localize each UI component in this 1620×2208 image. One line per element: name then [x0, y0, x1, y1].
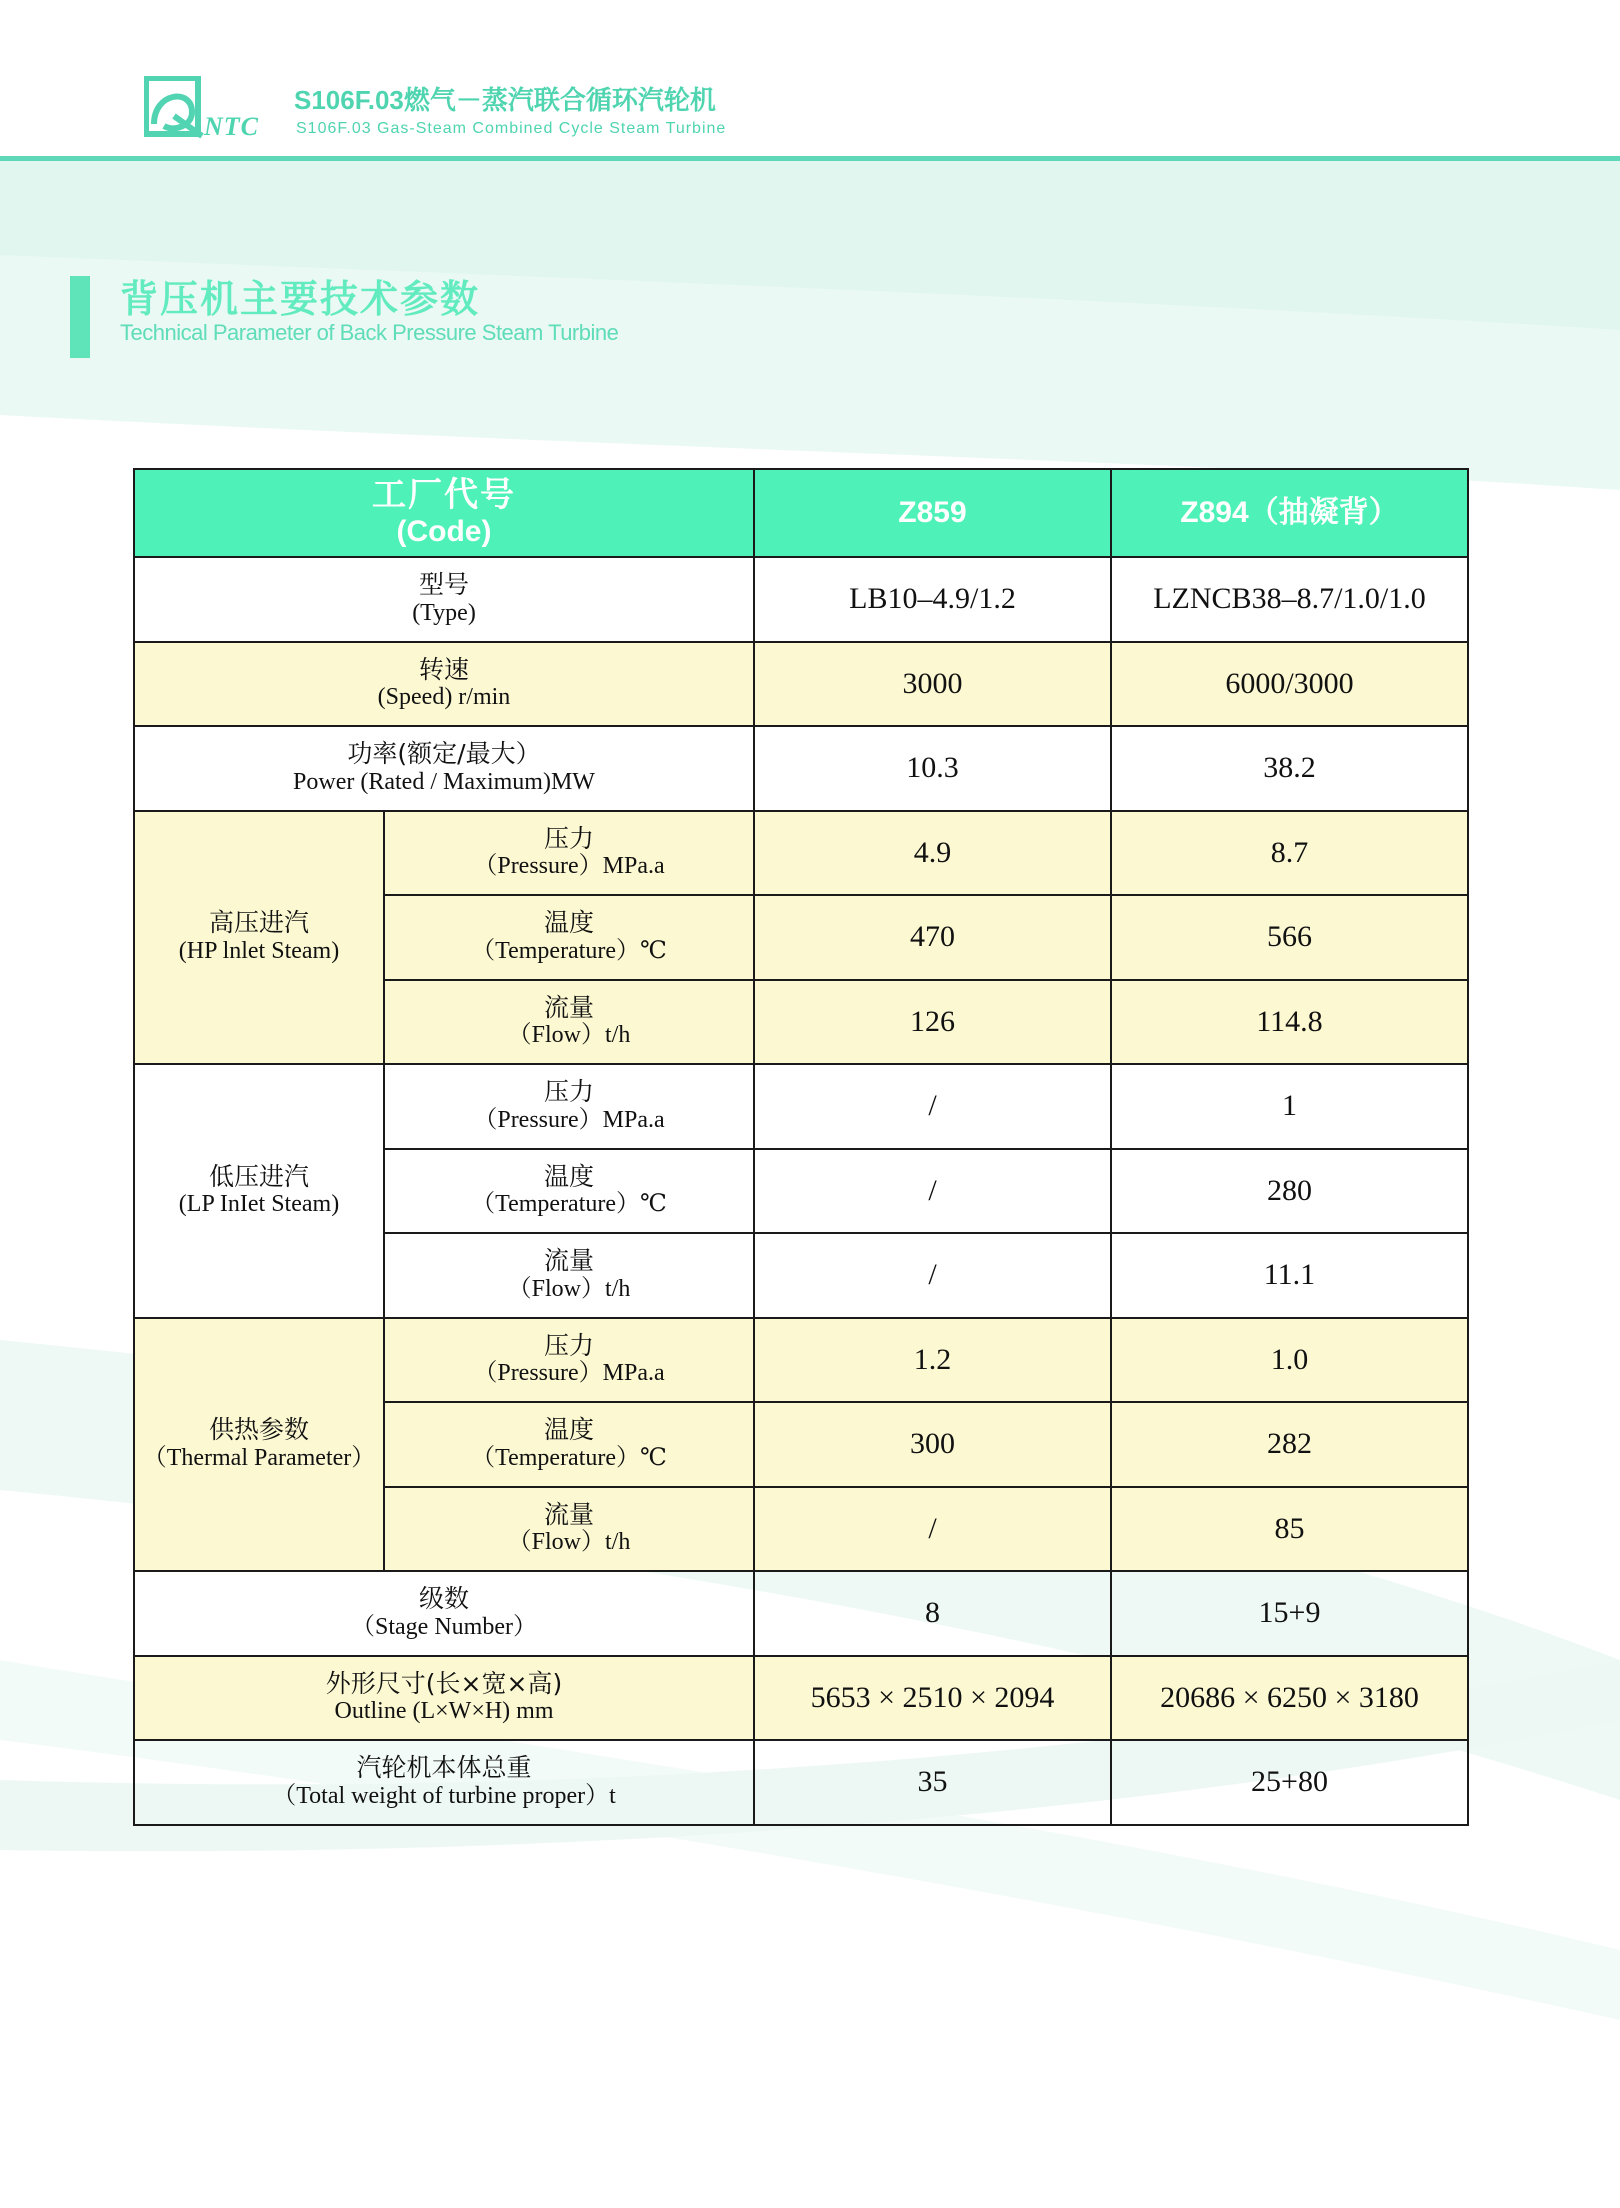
- sub-label: [384, 1233, 754, 1318]
- header-code-en: (Code): [396, 515, 492, 549]
- label-en: (Speed) r/min: [377, 684, 511, 711]
- group-cn: 供热参数: [208, 1415, 309, 1445]
- label-en: (Type): [412, 599, 476, 626]
- value-z859: 35: [754, 1740, 1111, 1825]
- header-divider: [0, 156, 1620, 161]
- row-label: [134, 1740, 754, 1825]
- label-cn: 汽轮机本体总重: [356, 1753, 532, 1783]
- label-cn: 流量: [543, 1499, 594, 1529]
- table-row-power: [134, 726, 1468, 811]
- label-cn: 压力: [543, 823, 594, 853]
- value-z894: 8.7: [1111, 811, 1468, 896]
- value-z894: 1.0: [1111, 1318, 1468, 1403]
- group-en: （Thermal Parameter）: [142, 1444, 376, 1471]
- value-z859: 5653 × 2510 × 2094: [754, 1656, 1111, 1741]
- value-z894: LZNCB38–8.7/1.0/1.0: [1111, 557, 1468, 642]
- header-col-z894-label: Z894（抽凝背）: [1180, 495, 1399, 529]
- sub-label: [384, 1149, 754, 1234]
- value-z859: 10.3: [754, 726, 1111, 811]
- table-row-weight: [134, 1740, 1468, 1825]
- header-col-z859-label: Z859: [898, 495, 967, 529]
- label-en: （Flow）t/h: [507, 1275, 631, 1302]
- label-cn: 功率(额定/最大）: [347, 739, 541, 769]
- header-col-z859: [754, 469, 1111, 557]
- row-label: [134, 1656, 754, 1741]
- sub-label: [384, 1487, 754, 1572]
- value-z894: 15+9: [1111, 1571, 1468, 1656]
- value-z859: 1.2: [754, 1318, 1111, 1403]
- section-title-cn: 背压机主要技术参数: [120, 279, 481, 321]
- label-en: （Pressure）MPa.a: [473, 853, 665, 880]
- table-row-thermal-pressure: [134, 1318, 1468, 1403]
- header-title-cn: S106F.03燃气－蒸汽联合循环汽轮机: [294, 85, 716, 115]
- value-z859: 4.9: [754, 811, 1111, 896]
- group-label-lp: [134, 1064, 384, 1318]
- value-z894: 11.1: [1111, 1233, 1468, 1318]
- group-cn: 高压进汽: [208, 908, 309, 938]
- header-code-cn: 工厂代号: [372, 476, 516, 515]
- label-cn: 流量: [543, 1246, 594, 1276]
- header-title-en: S106F.03 Gas-Steam Combined Cycle Steam Turbine: [296, 120, 727, 137]
- value-z894: 114.8: [1111, 980, 1468, 1065]
- value-z859: 3000: [754, 642, 1111, 727]
- row-label: [134, 642, 754, 727]
- label-en: Outline (L×W×H) mm: [334, 1698, 554, 1725]
- label-en: （Temperature）℃: [471, 1191, 667, 1218]
- label-cn: 温度: [543, 908, 594, 938]
- sub-label: [384, 1318, 754, 1403]
- value-z859: /: [754, 1233, 1111, 1318]
- label-cn: 型号: [418, 570, 469, 600]
- value-z859: LB10–4.9/1.2: [754, 557, 1111, 642]
- group-cn: 低压进汽: [208, 1161, 309, 1191]
- table-header-row: [134, 469, 1468, 557]
- value-z894: 282: [1111, 1402, 1468, 1487]
- value-z859: /: [754, 1487, 1111, 1572]
- group-label-hp: [134, 811, 384, 1065]
- section-title-en: Technical Parameter of Back Pressure Steam Turbine: [120, 320, 619, 345]
- value-z894: 6000/3000: [1111, 642, 1468, 727]
- label-cn: 温度: [543, 1415, 594, 1445]
- value-z894: 38.2: [1111, 726, 1468, 811]
- value-z894: 25+80: [1111, 1740, 1468, 1825]
- value-z894: 566: [1111, 895, 1468, 980]
- table-row-stages: [134, 1571, 1468, 1656]
- group-label-thermal: [134, 1318, 384, 1572]
- value-z894: 85: [1111, 1487, 1468, 1572]
- value-z859: /: [754, 1149, 1111, 1234]
- table-row-lp-pressure: [134, 1064, 1468, 1149]
- value-z859: 470: [754, 895, 1111, 980]
- spec-table: [133, 468, 1469, 1826]
- label-en: （Stage Number）: [351, 1613, 537, 1640]
- sub-label: [384, 1064, 754, 1149]
- sub-label: [384, 895, 754, 980]
- page-header: [0, 0, 1620, 160]
- label-cn: 压力: [543, 1330, 594, 1360]
- label-cn: 温度: [543, 1161, 594, 1191]
- value-z859: 126: [754, 980, 1111, 1065]
- label-en: （Temperature）℃: [471, 1444, 667, 1471]
- label-cn: 流量: [543, 992, 594, 1022]
- label-cn: 外形尺寸(长×宽×高): [325, 1668, 563, 1698]
- section-accent-bar: [70, 276, 90, 358]
- row-label: [134, 1571, 754, 1656]
- value-z859: /: [754, 1064, 1111, 1149]
- label-en: （Total weight of turbine proper）t: [272, 1782, 616, 1809]
- label-en: Power (Rated / Maximum)MW: [293, 768, 595, 795]
- value-z859: 300: [754, 1402, 1111, 1487]
- group-en: (LP InIet Steam): [178, 1191, 340, 1218]
- sub-label: [384, 980, 754, 1065]
- label-en: （Flow）t/h: [507, 1529, 631, 1556]
- row-label: [134, 557, 754, 642]
- header-code-cell: [134, 469, 754, 557]
- table-row-hp-pressure: [134, 811, 1468, 896]
- sub-label: [384, 1402, 754, 1487]
- value-z859: 8: [754, 1571, 1111, 1656]
- table-row-speed: [134, 642, 1468, 727]
- label-cn: 级数: [418, 1584, 469, 1614]
- label-en: （Pressure）MPa.a: [473, 1360, 665, 1387]
- header-col-z894: [1111, 469, 1468, 557]
- label-en: （Flow）t/h: [507, 1022, 631, 1049]
- value-z894: 20686 × 6250 × 3180: [1111, 1656, 1468, 1741]
- label-en: （Pressure）MPa.a: [473, 1106, 665, 1133]
- value-z894: 280: [1111, 1149, 1468, 1234]
- label-en: （Temperature）℃: [471, 937, 667, 964]
- label-cn: 压力: [543, 1077, 594, 1107]
- sub-label: [384, 811, 754, 896]
- label-cn: 转速: [418, 654, 469, 684]
- value-z894: 1: [1111, 1064, 1468, 1149]
- row-label: [134, 726, 754, 811]
- table-row-outline: [134, 1656, 1468, 1741]
- group-en: (HP lnlet Steam): [178, 937, 340, 964]
- logo-text: NTC: [204, 112, 259, 141]
- table-row-type: [134, 557, 1468, 642]
